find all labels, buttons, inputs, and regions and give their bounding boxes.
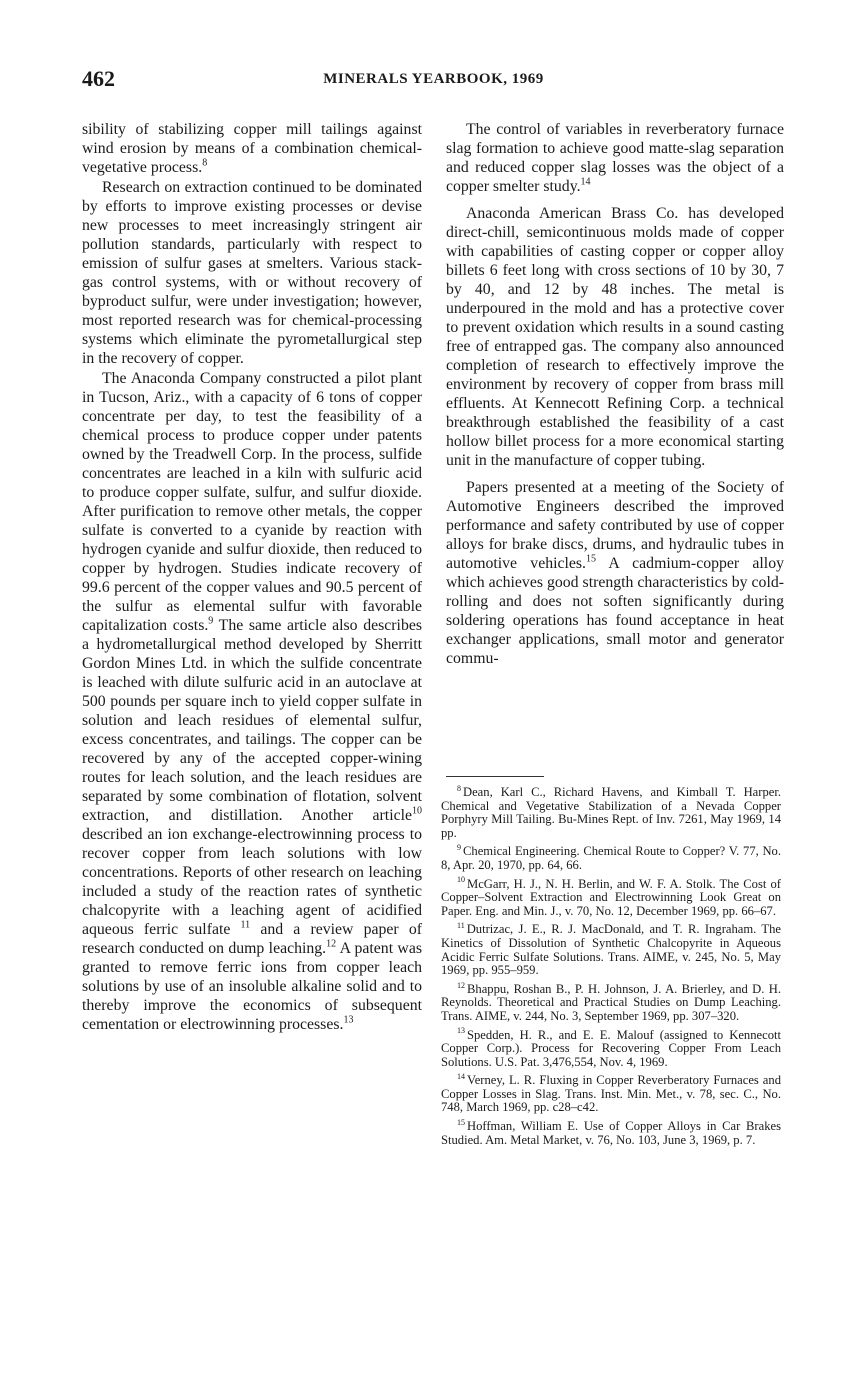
paragraph: Anaconda American Brass Co. has developed direct-chill, semicontinuous molds made of copper with capabilities of casting copper or copper alloy billets 6 feet long with cross sections of 10 by 30, 7 by 40, and 12 by 48 inches. The metal is underpoured in the mold and has a protective cover to prevent oxidation which results in a sound casting free of entrapped gas. The company also announced completion of research to effectively improve the environment by recovery of copper from brass mill effluents. At Kennecott Refining Corp. a technical breakthrough established the feasibility of a cast hollow billet process for a more economical starting unit in the manufacture of copper tubing. <box>446 205 784 469</box>
text: A cadmium-copper alloy which achieves good strength characteristics by cold-rolling and does not soften significantly during soldering operations has found acceptance in heat exchanger applications, small motor and generator commu- <box>446 555 784 667</box>
footnote-number: 11 <box>457 921 465 931</box>
paragraph: Research on extraction continued to be dominated by efforts to improve existing processes or devise new processes to meet increasingly stringent air pollution standards, particularly with respect to emission of sulfur gases at smelters. Various stack-gas control systems, with or without recovery of byproduct sulfur, were under investigation; however, most reported research was for chemical-processing systems which eliminate the pyrometallurgical step in the recovery of copper. <box>82 179 422 367</box>
footnote-text: Chemical Engineering. Chemical Route to Copper? V. 77, No. 8, Apr. 20, 1970, pp. 64, 66. <box>441 844 781 872</box>
footnote-ref: 12 <box>326 938 337 950</box>
footnote-ref: 13 <box>343 1014 354 1026</box>
footnotes <box>441 783 781 1152</box>
footnote-text: McGarr, H. J., N. H. Berlin, and W. F. A. Stolk. The Cost of Copper–Solvent Extraction and Electrowinning Look Great on Paper. Eng. and Min. J., v. 70, No. 12, December 1969, pp. 66–67. <box>441 876 781 918</box>
footnote-divider <box>446 776 544 777</box>
text: Papers presented at a meeting of the Society of Automotive Engineers described the improved performance and safety contributed by use of copper alloys for brake discs, drums, and hydraulic tubes in automotive vehicles. <box>446 479 784 572</box>
footnote-text: Verney, L. R. Fluxing in Copper Reverberatory Furnaces and Copper Losses in Slag. Trans. Inst. Min. Met., v. 78, sec. C., No. 748, March 1969, pp. c28–c42. <box>441 1073 781 1115</box>
right-column <box>446 120 784 668</box>
footnote-text: Dean, Karl C., Richard Havens, and Kimball T. Harper. Chemical and Vegetative Stabilization of a Nevada Copper Porphyry Mill Tailing. Bu-Mines Rept. of Inv. 7261, May 1969, 14 pp. <box>441 785 781 840</box>
footnote-number: 10 <box>457 875 465 885</box>
footnote <box>441 1117 781 1147</box>
paragraph <box>446 120 784 196</box>
text: The Anaconda Company constructed a pilot plant in Tucson, Ariz., with a capacity of 6 tons of copper concentrate per day, to test the feasibility of a chemical process to produce copper under patents owned by the Treadwell Corp. In the process, sulfide concentrates are leached in a kiln with sulfuric acid to produce copper sulfate, sulfur, and sulfur dioxide. After purification to remove other metals, the copper sulfate is converted to a cyanide by reaction with hydrogen cyanide and sulfur dioxide, then reduced to copper by hydrogen. Studies indicate recovery of 99.6 percent of the copper values and 90.5 percent of the sulfur as elemental sulfur with favorable capitalization costs. <box>82 370 422 634</box>
page-number: 462 <box>82 66 115 91</box>
footnote-ref: 9 <box>208 615 214 627</box>
footnote-number: 13 <box>457 1026 465 1036</box>
footnote <box>441 1074 781 1115</box>
footnote-number: 15 <box>457 1117 465 1127</box>
footnote-text: Bhappu, Roshan B., P. H. Johnson, J. A. Brierley, and D. H. Reynolds. Theoretical and Practical Studies on Dump Leaching. Trans. AIME, v. 244, No. 3, September 1969, pp. 307–320. <box>441 981 781 1023</box>
paragraph <box>446 478 784 668</box>
footnote-text: Dutrizac, J. E., R. J. MacDonald, and T. R. Ingraham. The Kinetics of Dissolution of Synthetic Chalcopyrite in Aqueous Acidic Ferric Sulfate Solutions. Trans. AIME, v. 245, No. 5, May 1969, pp. 955–959. <box>441 922 781 978</box>
footnote <box>441 783 781 840</box>
footnote-ref: 10 <box>412 805 422 817</box>
text: The same article also describes a hydrometallurgical method developed by Sherritt Gordon Mines Ltd. in which the sulfide concentrate is leached with dilute sulfuric acid in an autoclave at 500 pounds per square inch to yield copper sulfate in solution and leach residues of elemental sulfur, excess concentrates, and tailings. The copper can be recovered by any of the accepted copper-wining routes for leach solution, and the leach residues are separated by some combination of flotation, solvent extraction, and distillation. Another article <box>82 617 422 824</box>
footnote <box>441 923 781 977</box>
text: and a review paper of research conducted on dump leaching. <box>82 921 422 957</box>
paragraph <box>82 369 422 1034</box>
page-header <box>82 66 785 96</box>
footnote-number: 9 <box>457 843 461 853</box>
footnote <box>441 845 781 872</box>
footnote-text: Hoffman, William E. Use of Copper Alloys in Car Brakes Studied. Am. Metal Market, v. 76, No. 103, June 3, 1969, p. 7. <box>441 1119 781 1147</box>
footnote-ref: 14 <box>580 176 591 188</box>
footnote-ref: 11 <box>240 919 251 931</box>
footnote <box>441 980 781 1024</box>
footnote <box>441 1026 781 1070</box>
footnote-ref: 8 <box>202 157 208 169</box>
paragraph <box>82 120 422 177</box>
running-title: MINERALS YEARBOOK, 1969 <box>323 71 544 87</box>
footnote-text: Spedden, H. R., and E. E. Malouf (assigned to Kennecott Copper Corp.). Process for Recovering Copper From Leach Solutions. U.S. Pat. 3,476,554, Nov. 4, 1969. <box>441 1027 781 1069</box>
footnote <box>441 875 781 919</box>
footnote-number: 14 <box>457 1072 465 1082</box>
left-column <box>82 120 422 1034</box>
footnote-ref: 15 <box>586 553 597 565</box>
text: described an ion exchange-electrowinning process to recover copper from leach solutions with low concentrations. Reports of other research on leaching included a study of the reaction rates of synthetic chalcopyrite with a leaching agent of acidified aqueous ferric sulfate <box>82 826 422 938</box>
text: A patent was granted to remove ferric ions from copper leach solutions by use of an insoluble alkaline solid and to thereby improve the economics of subsequent cementation or electrowinning processes. <box>82 940 422 1033</box>
text: sibility of stabilizing copper mill tailings against wind erosion by means of a combination chemical-vegetative process. <box>82 121 422 176</box>
footnote-number: 12 <box>457 980 465 990</box>
text: The control of variables in reverberatory furnace slag formation to achieve good matte-slag separation and reduced copper slag losses was the object of a copper smelter study. <box>446 121 784 195</box>
footnote-number: 8 <box>457 783 461 793</box>
